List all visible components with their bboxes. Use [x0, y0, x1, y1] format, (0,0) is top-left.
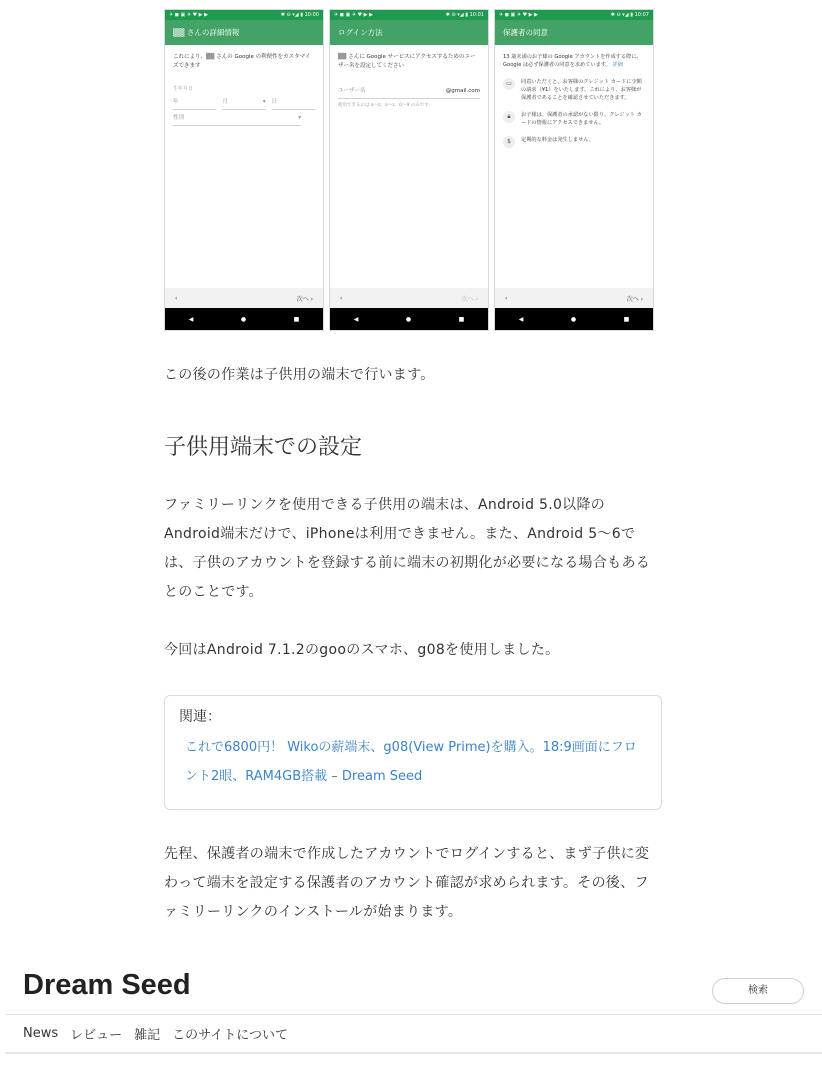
- nav-item-about[interactable]: このサイトについて: [172, 1028, 289, 1043]
- related-label: 関連：: [179, 709, 221, 725]
- back-button[interactable]: ‹: [505, 294, 508, 302]
- system-nav-bar: [330, 308, 488, 330]
- phone-screenshot-details: [164, 9, 324, 331]
- back-button[interactable]: ‹: [340, 294, 343, 302]
- username-hint: 使用できるのは a〜z、a〜z、0〜9 のみです: [338, 103, 429, 108]
- username-field[interactable]: ユーザー名 @gmail.com: [338, 87, 480, 99]
- consent-item: $ 定期的な料金は発生しません。: [503, 136, 645, 148]
- related-article-link[interactable]: これで6800円！ Wikoの薪端末、g08(View Prime)を購入。18:9画面にフロント2眼、RAM4GB搭載 – Dream Seed: [185, 740, 637, 784]
- phone-screenshot-consent: [494, 9, 654, 331]
- article-paragraph: この後の作業は子供用の端末で行います。: [164, 367, 435, 383]
- setup-nav: [495, 288, 653, 308]
- back-triangle-icon[interactable]: ◀: [188, 315, 194, 323]
- nav-item-misc[interactable]: 雑記: [134, 1028, 161, 1043]
- system-nav-bar: [165, 308, 323, 330]
- setup-nav: [165, 288, 323, 308]
- day-field[interactable]: 日: [272, 98, 315, 110]
- lock-icon: 🔒︎: [503, 111, 515, 123]
- status-clock: ✱ ⊖ ▾◢ ▮ 10:01: [445, 12, 484, 18]
- app-bar-title: ▒▒ さんの詳細情報: [165, 20, 323, 45]
- status-icons: ✈ ◼ ▣ ✈ ♥ ▶ ▶: [169, 12, 208, 18]
- site-title[interactable]: Dream Seed: [23, 969, 191, 1001]
- back-triangle-icon[interactable]: ◀: [353, 315, 359, 323]
- next-button[interactable]: 次へ ›: [626, 295, 643, 303]
- status-clock: ✱ ⊖ ▾◢ ▮ 10:07: [610, 12, 649, 18]
- status-icons: ✈ ◼ ▣ ✈ ♥ ▶ ▶: [499, 12, 538, 18]
- chevron-down-icon: ▾: [298, 115, 301, 121]
- recents-square-icon[interactable]: ■: [623, 315, 630, 323]
- next-button[interactable]: 次へ ›: [461, 295, 478, 303]
- status-bar: [495, 10, 653, 20]
- month-field[interactable]: 月 ▾: [222, 98, 265, 110]
- article-paragraph: ファミリーリンクを使用できる子供用の端末は、Android 5.0以降のAndroid端末だけで、iPhoneは利用できません。また、Android 5〜6では、子供のアカウントを登録する前に端末の初期化が必要になる場合もあるとのことです。: [164, 497, 651, 600]
- status-clock: ✱ ⊖ ▾◢ ▮ 10:00: [280, 12, 319, 18]
- consent-item: 🔒︎ お子様は、保護者の承認がない限り、クレジット カードの情報にアクセスできません。: [503, 111, 645, 127]
- search-button[interactable]: 検索: [712, 978, 804, 1004]
- chevron-down-icon: ▾: [262, 99, 266, 105]
- status-bar: [165, 10, 323, 20]
- site-nav: [5, 1014, 822, 1054]
- birthdate-label: 生年月日: [173, 86, 194, 92]
- home-circle-icon[interactable]: ●: [405, 315, 412, 323]
- recents-square-icon[interactable]: ■: [458, 315, 465, 323]
- status-icons: ✈ ◼ ▣ ✈ ♥ ▶ ▶: [334, 12, 373, 18]
- section-heading: 子供用端末での設定: [164, 435, 363, 460]
- nav-item-review[interactable]: レビュー: [70, 1028, 123, 1043]
- next-button[interactable]: 次へ ›: [296, 295, 313, 303]
- credit-card-icon: ▭: [503, 78, 515, 90]
- back-button[interactable]: ‹: [175, 294, 178, 302]
- recents-square-icon[interactable]: ■: [293, 315, 300, 323]
- app-bar-title: 保護者の同意: [495, 20, 653, 45]
- details-link[interactable]: 詳細: [612, 62, 623, 68]
- setup-nav: [330, 288, 488, 308]
- related-article-box: [164, 695, 662, 810]
- consent-intro: 13 歳未満のお子様の Google アカウントを作成する際に、Google は必ず保護者の同意を求めています。 詳細: [503, 54, 642, 68]
- details-description: これにより、▒▒ さんの Google の利便性をカスタマイズできます: [173, 54, 311, 69]
- year-field[interactable]: 年: [173, 98, 216, 110]
- nav-item-news[interactable]: News: [23, 1026, 59, 1041]
- no-charge-icon: $: [503, 136, 515, 148]
- app-bar-title: ログイン方法: [330, 20, 488, 45]
- gmail-domain: @gmail.com: [445, 88, 480, 94]
- status-bar: [330, 10, 488, 20]
- phone-screenshots: [164, 9, 654, 331]
- system-nav-bar: [495, 308, 653, 330]
- article-paragraph: 今回はAndroid 7.1.2のgooのスマホ、g08を使用しました。: [164, 642, 560, 658]
- login-description: ▒▒ さんに Google サービスにアクセスするためのユーザー名を設定してください: [338, 54, 476, 69]
- gender-select[interactable]: 性別 ▾: [173, 114, 301, 126]
- home-circle-icon[interactable]: ●: [240, 315, 247, 323]
- article-paragraph: 先程、保護者の端末で作成したアカウントでログインすると、まず子供に変わって端末を設定する保護者のアカウント確認が求められます。その後、ファミリーリンクのインストールが始まります。: [164, 846, 650, 920]
- back-triangle-icon[interactable]: ◀: [518, 315, 524, 323]
- phone-screenshot-login: [329, 9, 489, 331]
- home-circle-icon[interactable]: ●: [570, 315, 577, 323]
- consent-item: ▭ 同意いただくと、お客様のクレジット カードに少額の請求（¥1）をいたします。これにより、お客様が保護者であることを確認させていただきます。: [503, 78, 645, 102]
